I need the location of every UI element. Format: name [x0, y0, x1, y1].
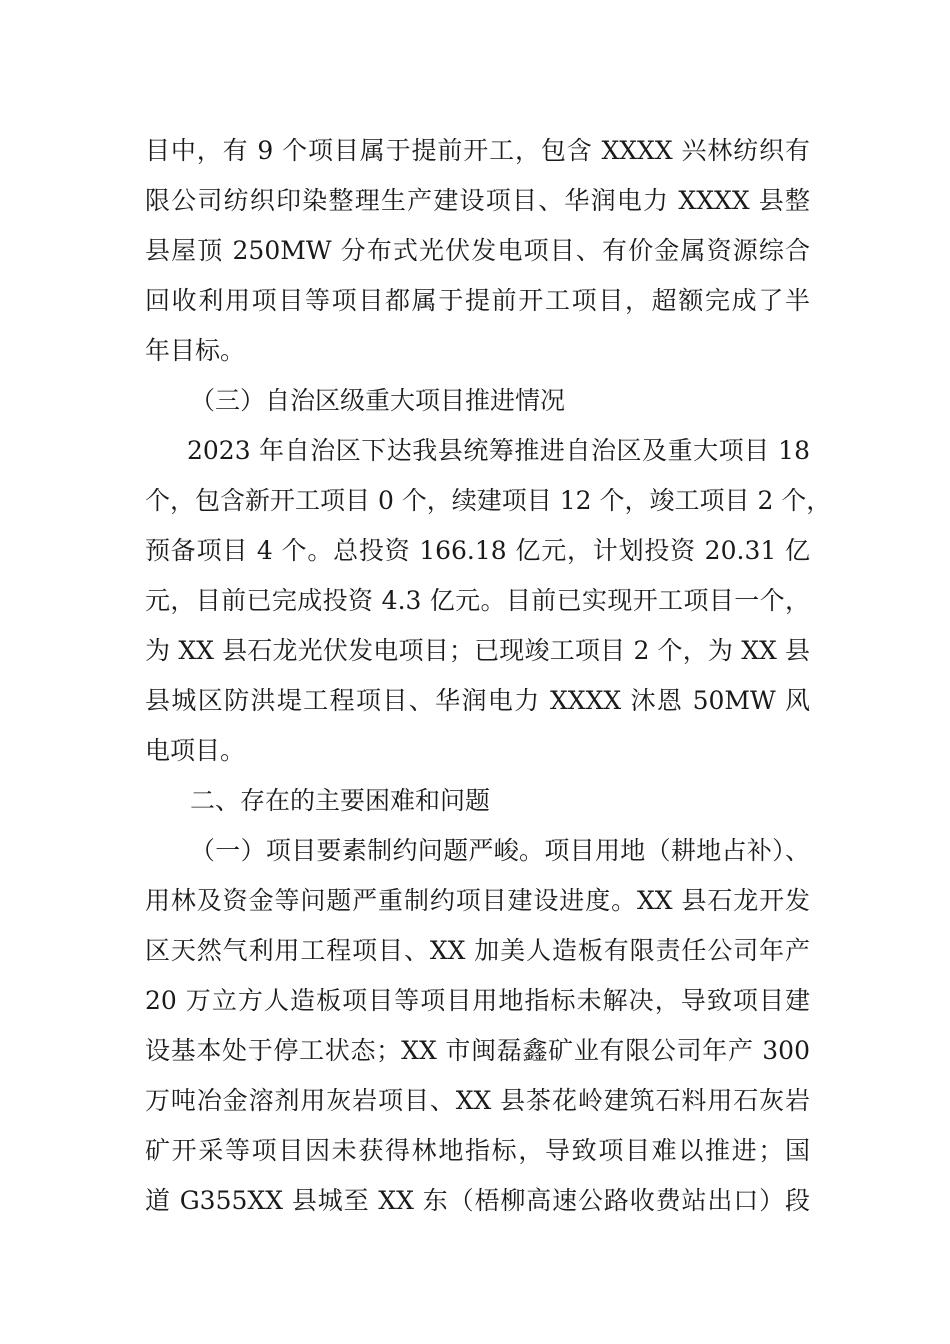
paragraph-line: 县城区防洪堤工程项目、华润电力 XXXX 沐恩 50MW 风 [145, 686, 810, 715]
paragraph-line: 20 万立方人造板项目等项目用地指标未解决，导致项目建 [145, 986, 810, 1015]
paragraph-line: 电项目。 [145, 736, 246, 765]
paragraph-line: 限公司纺织印染整理生产建设项目、华润电力 XXXX 县整 [145, 186, 810, 215]
paragraph-line: 矿开采等项目因未获得林地指标，导致项目难以推进；国 [145, 1136, 810, 1165]
document-body [145, 126, 832, 1226]
section-heading: 二、存在的主要困难和问题 [190, 786, 491, 815]
paragraph-line: 道 G355XX 县城至 XX 东（梧柳高速公路收费站出口）段 [145, 1186, 810, 1215]
paragraph-line: 区天然气利用工程项目、XX 加美人造板有限责任公司年产 [145, 936, 810, 965]
paragraph-line: 年目标。 [145, 336, 246, 365]
paragraph-line: 县屋顶 250MW 分布式光伏发电项目、有价金属资源综合 [145, 236, 810, 265]
paragraph-line: 2023 年自治区下达我县统筹推进自治区及重大项目 18 [187, 436, 810, 465]
paragraph-line: 回收利用项目等项目都属于提前开工项目，超额完成了半 [145, 286, 810, 315]
paragraph-line: 用林及资金等问题严重制约项目建设进度。XX 县石龙开发 [145, 886, 810, 915]
paragraph-line: 元，目前已完成投资 4.3 亿元。目前已实现开工项目一个， [145, 586, 810, 615]
paragraph-line: 个，包含新开工项目 0 个，续建项目 12 个，竣工项目 2 个， [145, 486, 832, 515]
paragraph-line: 万吨冶金溶剂用灰岩项目、XX 县茶花岭建筑石料用石灰岩 [145, 1086, 810, 1115]
paragraph-line: 为 XX 县石龙光伏发电项目；已现竣工项目 2 个，为 XX 县 [145, 636, 810, 665]
paragraph-line: 设基本处于停工状态；XX 市闽磊鑫矿业有限公司年产 300 [145, 1036, 810, 1065]
section-heading: （三）自治区级重大项目推进情况 [190, 386, 566, 415]
paragraph-line: 预备项目 4 个。总投资 166.18 亿元，计划投资 20.31 亿 [145, 536, 810, 565]
paragraph-line: （一）项目要素制约问题严峻。项目用地（耕地占补）、 [190, 836, 810, 865]
paragraph-line: 目中，有 9 个项目属于提前开工，包含 XXXX 兴林纺织有 [145, 136, 810, 165]
